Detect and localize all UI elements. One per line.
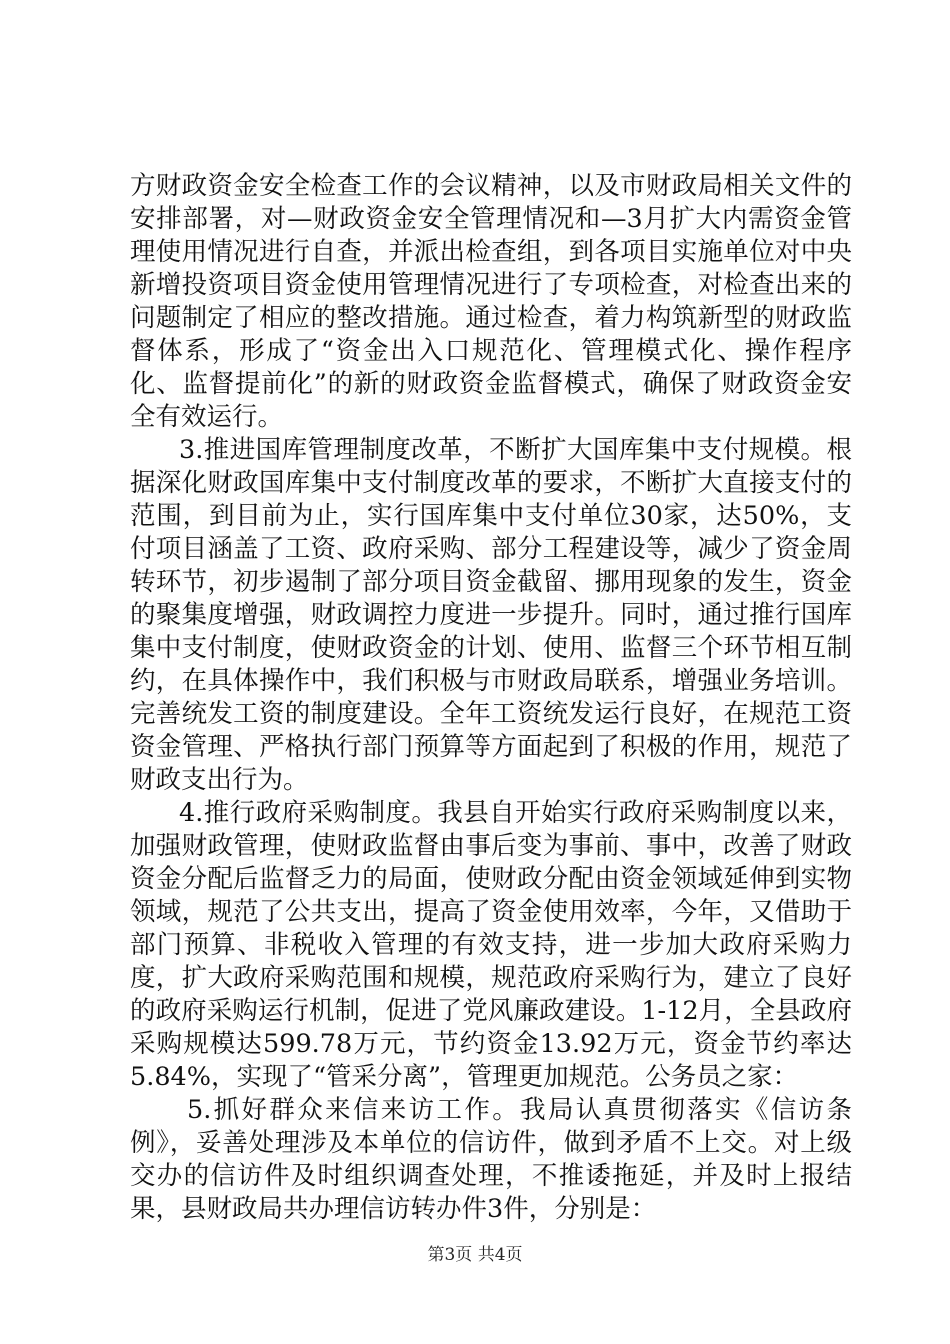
paragraph-government-procurement: 4.推行政府采购制度。我县自开始实行政府采购制度以来，加强财政管理，使财政监督由事后变为事前、事中，改善了财政资金分配后监督乏力的局面，使财政分配由资金领域延伸到实物领域，规范了公共支出，提高了资金使用效率，今年，又借助于部门预算、非税收入管理的有效支持，进一步加大政府采购力度，扩大政府采购范围和规模，规范政府采购行为，建立了良好的政府采购运行机制，促进了党风廉政建设。1-12月，全县政府采购规模达599.78万元，节约资金13.92万元，资金节约率达5.84%，实现了“管采分离”，管理更加规范。公务员之家：	[130, 798, 852, 1092]
paragraph-petitions: 5.抓好群众来信来访工作。我局认真贯彻落实《信访条例》，妥善处理涉及本单位的信访件，做到矛盾不上交。对上级交办的信访件及时组织调查处理，不推诿拖延，并及时上报结果，县财政局共办理信访转办件3件，分别是：	[130, 1095, 852, 1224]
paragraph-continuation: 方财政资金安全检查工作的会议精神，以及市财政局相关文件的安排部署，对—财政资金安全管理情况和—3月扩大内需资金管理使用情况进行自查，并派出检查组，到各项目实施单位对中央新增投资项目资金使用管理情况进行了专项检查，对检查出来的问题制定了相应的整改措施。通过检查，着力构筑新型的财政监督体系，形成了“资金出入口规范化、管理模式化、操作程序化、监督提前化”的新的财政资金监督模式，确保了财政资金安全有效运行。	[130, 171, 852, 432]
page-footer: 第3页 共4页	[427, 1245, 523, 1265]
document-body	[130, 170, 852, 1226]
paragraph-treasury-reform: 3.推进国库管理制度改革，不断扩大国库集中支付规模。根据深化财政国库集中支付制度改革的要求，不断扩大直接支付的范围，到目前为止，实行国库集中支付单位30家，达50%，支付项目涵盖了工资、政府采购、部分工程建设等，减少了资金周转环节，初步遏制了部分项目资金截留、挪用现象的发生，资金的聚集度增强，财政调控力度进一步提升。同时，通过推行国库集中支付制度，使财政资金的计划、使用、监督三个环节相互制约，在具体操作中，我们积极与市财政局联系，增强业务培训。完善统发工资的制度建设。全年工资统发运行良好，在规范工资资金管理、严格执行部门预算等方面起到了积极的作用，规范了财政支出行为。	[130, 435, 852, 795]
